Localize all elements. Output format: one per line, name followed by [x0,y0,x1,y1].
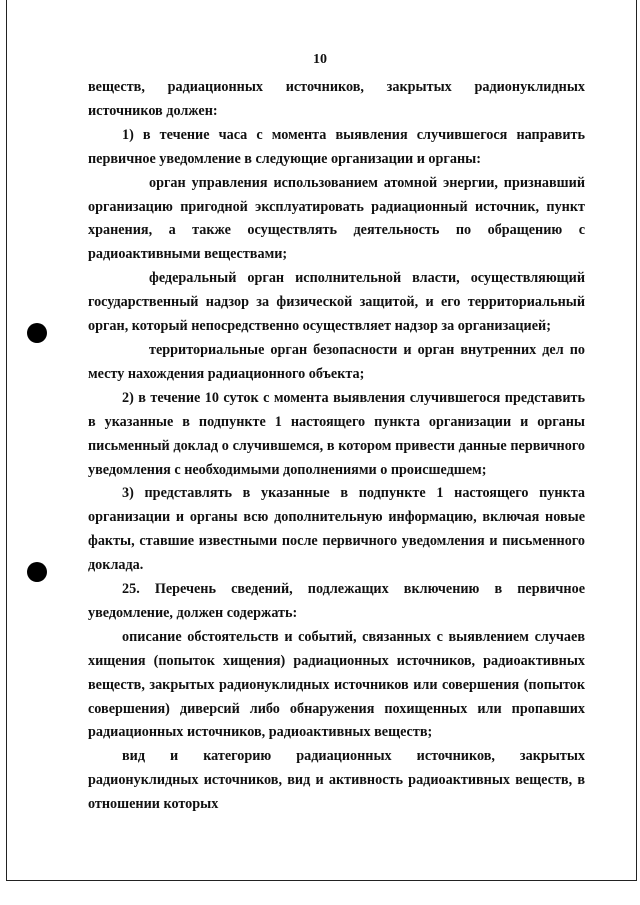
paragraph-continuation: веществ, радиационных источников, закрытых радионуклидных источников должен: [88,79,585,119]
page-border-bottom [6,880,637,881]
paragraph-subitem-3: 3) представлять в указанные в подпункте 1 настоящего пункта организации и органы всю дополнительную информацию, включая новые факты, ставшие известными после первичного уведомления и письменного доклада. [88,485,585,574]
paragraph-subitem-1: 1) в течение часа с момента выявления случившегося направить первичное уведомление в следующие организации и органы: [88,126,585,167]
punch-hole-mark [27,562,47,582]
paragraph-subitem-2: 2) в течение 10 суток с момента выявления случившегося представить в указанные в подпункте 1 настоящего пункта организации и органы письменный доклад о случившемся, в котором привести данные первичного уведомления с необходимыми дополнениями о происшедшем; [88,389,585,478]
document-body [88,76,585,817]
paragraph-recipient-3: территориальные орган безопасности и орган внутренних дел по месту нахождения радиационного объекта; [88,341,585,382]
paragraph-recipient-2: федеральный орган исполнительной власти, осуществляющий государственный надзор за физической защитой, и его территориальный орган, который непосредственно осуществляет надзор за организацией; [88,270,585,335]
paragraph-clause-25: 25. Перечень сведений, подлежащих включению в первичное уведомление, должен содержать: [88,581,585,621]
paragraph-content-2: вид и категорию радиационных источников, закрытых радионуклидных источников, вид и активность радиоактивных веществ, в отношении которых [88,748,585,813]
paragraph-content-1: описание обстоятельств и событий, связанных с выявлением случаев хищения (попыток хищения) радиационных источников, радиоактивных веществ, закрытых радионуклидных источников или совершения (попыток совершения) диверсий либо обнаружения похищенных или пропавших радиационных источников, радиоактивных веществ; [88,628,585,741]
paragraph-recipient-1: орган управления использованием атомной энергии, признавший организацию пригодной эксплуатировать радиационный источник, пункт хранения, а также осуществлять деятельность по обращению с радиоактивными веществами; [88,174,585,263]
punch-hole-mark [27,323,47,343]
page-border-left [6,0,7,880]
page-border-right [636,0,637,880]
page-number: 10 [313,52,327,67]
